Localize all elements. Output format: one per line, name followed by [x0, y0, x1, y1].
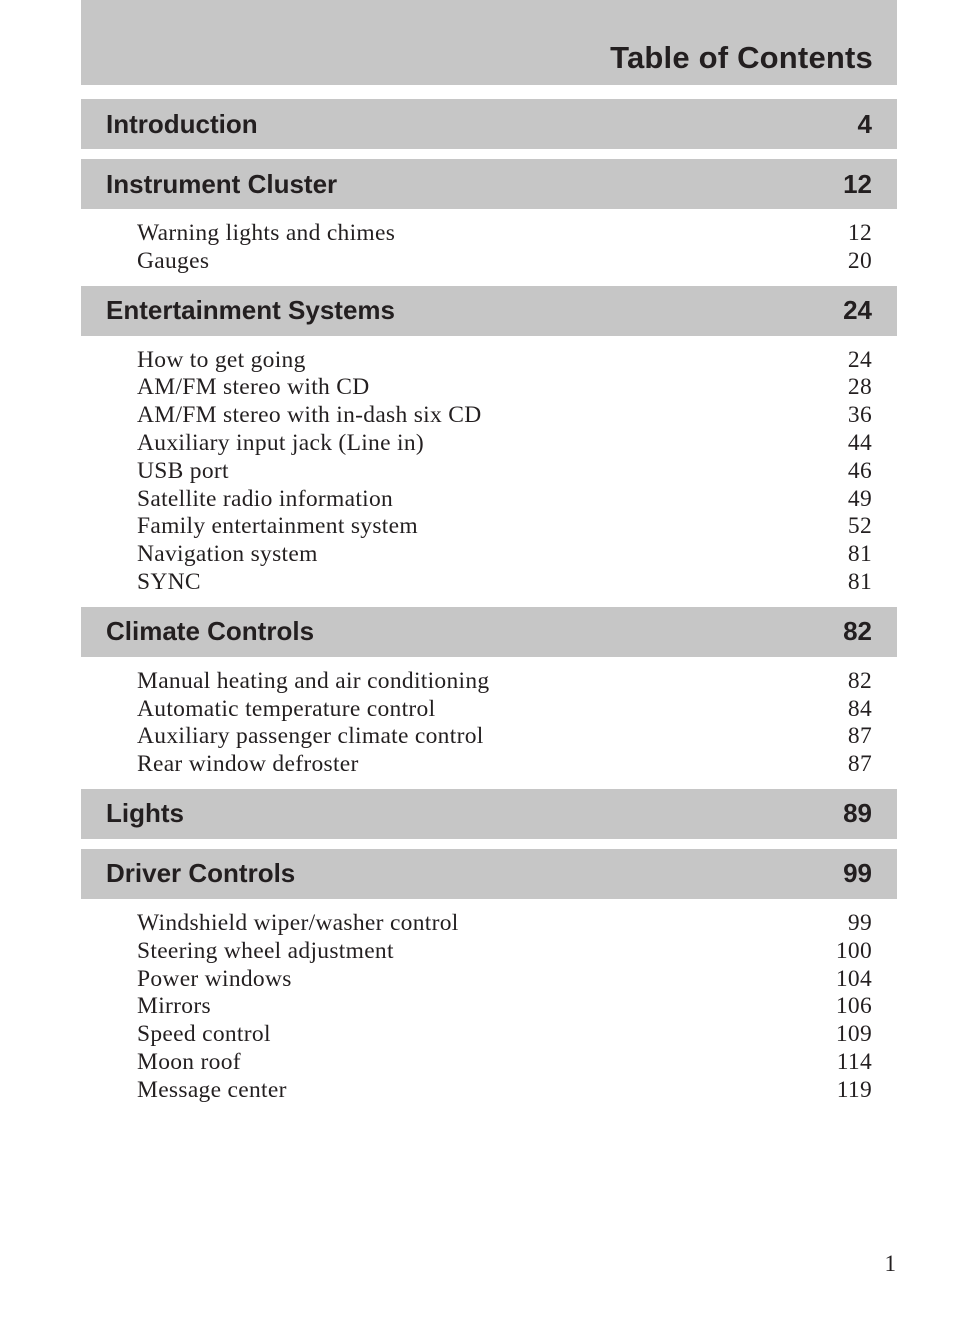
- toc-item[interactable]: [137, 430, 872, 458]
- toc-item-title: Automatic temperature control: [137, 695, 436, 722]
- toc-item-list: [81, 657, 897, 789]
- toc-item-page-number: 104: [835, 965, 872, 992]
- toc-item[interactable]: [137, 374, 872, 402]
- toc-item-title: USB port: [137, 457, 229, 484]
- toc-item[interactable]: [137, 569, 872, 597]
- toc-item-title: Windshield wiper/washer control: [137, 909, 459, 936]
- toc-item-page-number: 81: [847, 568, 872, 595]
- toc-item[interactable]: [137, 486, 872, 514]
- toc-item-title: How to get going: [137, 346, 306, 373]
- toc-item-title: Family entertainment system: [137, 513, 418, 540]
- toc-item[interactable]: [137, 1077, 872, 1105]
- toc-item[interactable]: [137, 938, 872, 966]
- section-title: Lights: [106, 798, 184, 829]
- toc-item-title: Navigation system: [137, 541, 318, 568]
- toc-item-page-number: 106: [835, 993, 872, 1020]
- toc-item-page-number: 87: [847, 723, 872, 750]
- toc-item-title: Moon roof: [137, 1048, 241, 1075]
- section-page-number: 99: [843, 858, 872, 889]
- toc-item-title: AM/FM stereo with CD: [137, 374, 370, 401]
- section-title: Climate Controls: [106, 616, 315, 647]
- toc-item-page-number: 84: [847, 695, 872, 722]
- toc-item-page-number: 87: [847, 751, 872, 778]
- toc-item-title: Auxiliary passenger climate control: [137, 723, 484, 750]
- toc-item-page-number: 12: [847, 220, 872, 246]
- section-title: Introduction: [106, 108, 258, 139]
- toc-item-page-number: 82: [847, 667, 872, 694]
- section-title: Driver Controls: [106, 858, 296, 889]
- toc-item[interactable]: [137, 668, 872, 696]
- toc-item-page-number: 119: [836, 1076, 872, 1103]
- toc-item-page-number: 109: [835, 1021, 872, 1048]
- toc-section-0[interactable]: [81, 99, 897, 149]
- section-page-number: 82: [843, 616, 872, 647]
- toc-item-page-number: 81: [847, 541, 872, 568]
- header-band: [81, 0, 897, 85]
- toc-item-page-number: 99: [847, 909, 872, 936]
- toc-item[interactable]: [137, 402, 872, 430]
- toc-item-page-number: 36: [847, 402, 872, 429]
- toc-item[interactable]: [137, 751, 872, 779]
- toc-item-title: Speed control: [137, 1021, 271, 1048]
- toc-item-title: Mirrors: [137, 993, 211, 1020]
- toc-section-5[interactable]: [81, 849, 897, 899]
- toc-item-page-number: 28: [847, 374, 872, 401]
- toc-item[interactable]: [137, 541, 872, 569]
- toc-item[interactable]: [137, 220, 872, 248]
- page-title: Table of Contents: [610, 40, 873, 75]
- toc-item[interactable]: [137, 966, 872, 994]
- toc-item[interactable]: [137, 1021, 872, 1049]
- toc-item[interactable]: [137, 910, 872, 938]
- toc-item[interactable]: [137, 723, 872, 751]
- toc-item-page-number: 20: [847, 247, 872, 274]
- toc-section-3[interactable]: [81, 607, 897, 657]
- toc-item[interactable]: [137, 248, 872, 276]
- toc-item[interactable]: [137, 513, 872, 541]
- toc-item-page-number: 49: [847, 485, 872, 512]
- toc-item-title: Auxiliary input jack (Line in): [137, 429, 425, 456]
- toc-section-4[interactable]: [81, 789, 897, 839]
- toc-item-list: [81, 899, 897, 1115]
- section-page-number: 24: [843, 295, 872, 326]
- toc-item[interactable]: [137, 347, 872, 375]
- toc-item-title: Warning lights and chimes: [137, 220, 396, 246]
- section-page-number: 4: [857, 108, 872, 139]
- toc-item-page-number: 44: [847, 429, 872, 456]
- toc-item[interactable]: [137, 696, 872, 724]
- toc-item-title: Satellite radio information: [137, 485, 394, 512]
- toc-item-page-number: 100: [835, 937, 872, 964]
- toc-item[interactable]: [137, 1049, 872, 1077]
- section-page-number: 12: [843, 168, 872, 199]
- toc-item-page-number: 114: [836, 1048, 872, 1075]
- toc-item-list: [81, 336, 897, 607]
- toc-item-title: Gauges: [137, 247, 210, 274]
- section-page-number: 89: [843, 798, 872, 829]
- section-title: Entertainment Systems: [106, 295, 395, 326]
- toc-item-title: Power windows: [137, 965, 292, 992]
- toc-item-page-number: 24: [847, 346, 872, 373]
- table-of-contents: [81, 99, 897, 1115]
- toc-item-title: AM/FM stereo with in-dash six CD: [137, 402, 482, 429]
- toc-section-2[interactable]: [81, 286, 897, 336]
- toc-item-page-number: 52: [847, 513, 872, 540]
- toc-item[interactable]: [137, 993, 872, 1021]
- toc-item-title: Message center: [137, 1076, 287, 1103]
- page-number: 1: [884, 1251, 896, 1276]
- section-title: Instrument Cluster: [106, 168, 338, 199]
- toc-item[interactable]: [137, 458, 872, 486]
- toc-item-title: Steering wheel adjustment: [137, 937, 394, 964]
- toc-item-page-number: 46: [847, 457, 872, 484]
- toc-item-title: Rear window defroster: [137, 751, 359, 778]
- toc-section-1[interactable]: [81, 159, 897, 209]
- toc-item-title: SYNC: [137, 568, 201, 595]
- toc-item-list: [81, 209, 897, 286]
- toc-item-title: Manual heating and air conditioning: [137, 667, 490, 694]
